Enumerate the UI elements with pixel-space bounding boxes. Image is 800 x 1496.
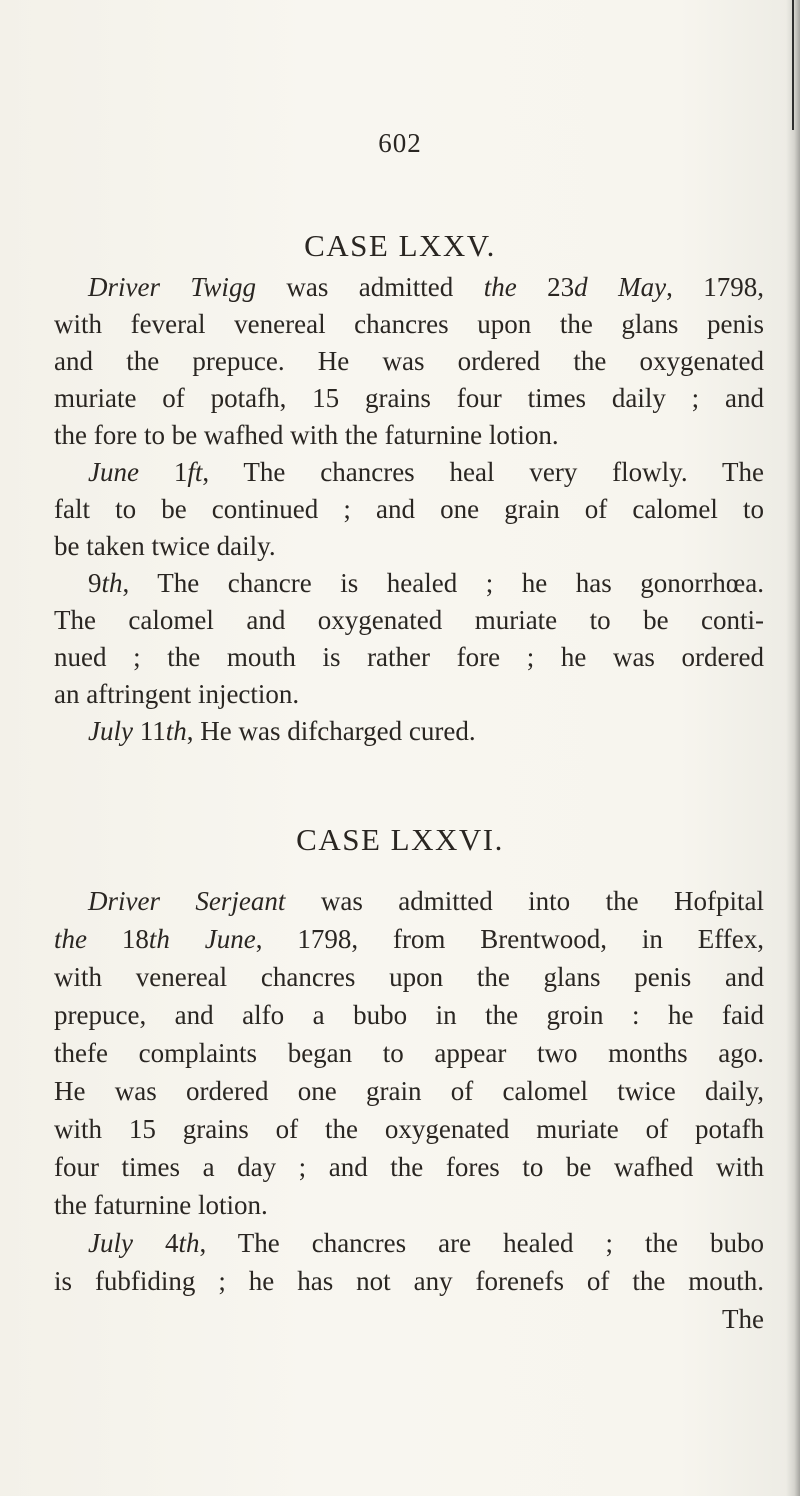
case1-line-9: 9th, The chancre is healed ; he has gonorrhœa.: [88, 568, 764, 598]
catchword: The: [722, 1304, 764, 1334]
page-edge-shadow: [786, 0, 800, 1496]
case1-line-3: and the prepuce. He was ordered the oxygenated: [54, 346, 764, 376]
case2-line-11: is fubfiding ; he has not any forenefs of the mouth.: [54, 1266, 764, 1296]
case2-line-4: prepuce, and alfo a bubo in the groin : he faid: [54, 1000, 764, 1030]
case1-line-6: June 1ft, The chancres heal very flowly. The: [88, 457, 764, 487]
case1-line-2: with feveral venereal chancres upon the glans penis: [54, 309, 764, 339]
case2-line-10: July 4th, The chancres are healed ; the bubo: [88, 1228, 765, 1258]
case1-line-1: Driver Twigg was admitted the 23d May, 1798,: [88, 272, 765, 302]
case1-line-5: the fore to be wafhed with the faturnine lotion.: [54, 420, 559, 450]
case-heading-lxxv: CASE LXXV.: [304, 228, 496, 263]
case1-line-10: The calomel and oxygenated muriate to be conti-: [54, 605, 764, 635]
case1-line-8: be taken twice daily.: [54, 531, 276, 561]
case2-line-9: the faturnine lotion.: [54, 1190, 268, 1220]
case2-line-5: thefe complaints began to appear two months ago.: [54, 1038, 764, 1068]
case2-line-2: the 18th June, 1798, from Brentwood, in Effex,: [54, 924, 764, 954]
case2-line-3: with venereal chancres upon the glans penis and: [54, 962, 764, 992]
case2-line-6: He was ordered one grain of calomel twice daily,: [54, 1076, 764, 1106]
case2-line-8: four times a day ; and the fores to be wafhed with: [54, 1152, 764, 1182]
case1-line-13: July 11th, He was difcharged cured.: [88, 716, 476, 746]
case2-line-1: Driver Serjeant was admitted into the Hofpital: [88, 886, 764, 916]
case-heading-lxxvi: CASE LXXVI.: [296, 822, 504, 857]
case1-line-7: falt to be continued ; and one grain of calomel to: [54, 494, 764, 524]
page-number: 602: [378, 128, 422, 158]
case2-line-7: with 15 grains of the oxygenated muriate of potafh: [54, 1114, 764, 1144]
case1-line-4: muriate of potafh, 15 grains four times daily ; and: [54, 383, 764, 413]
page-edge-line: [792, 0, 794, 130]
case1-line-11: nued ; the mouth is rather fore ; he was ordered: [54, 642, 764, 672]
case1-line-12: an aftringent injection.: [54, 679, 300, 709]
